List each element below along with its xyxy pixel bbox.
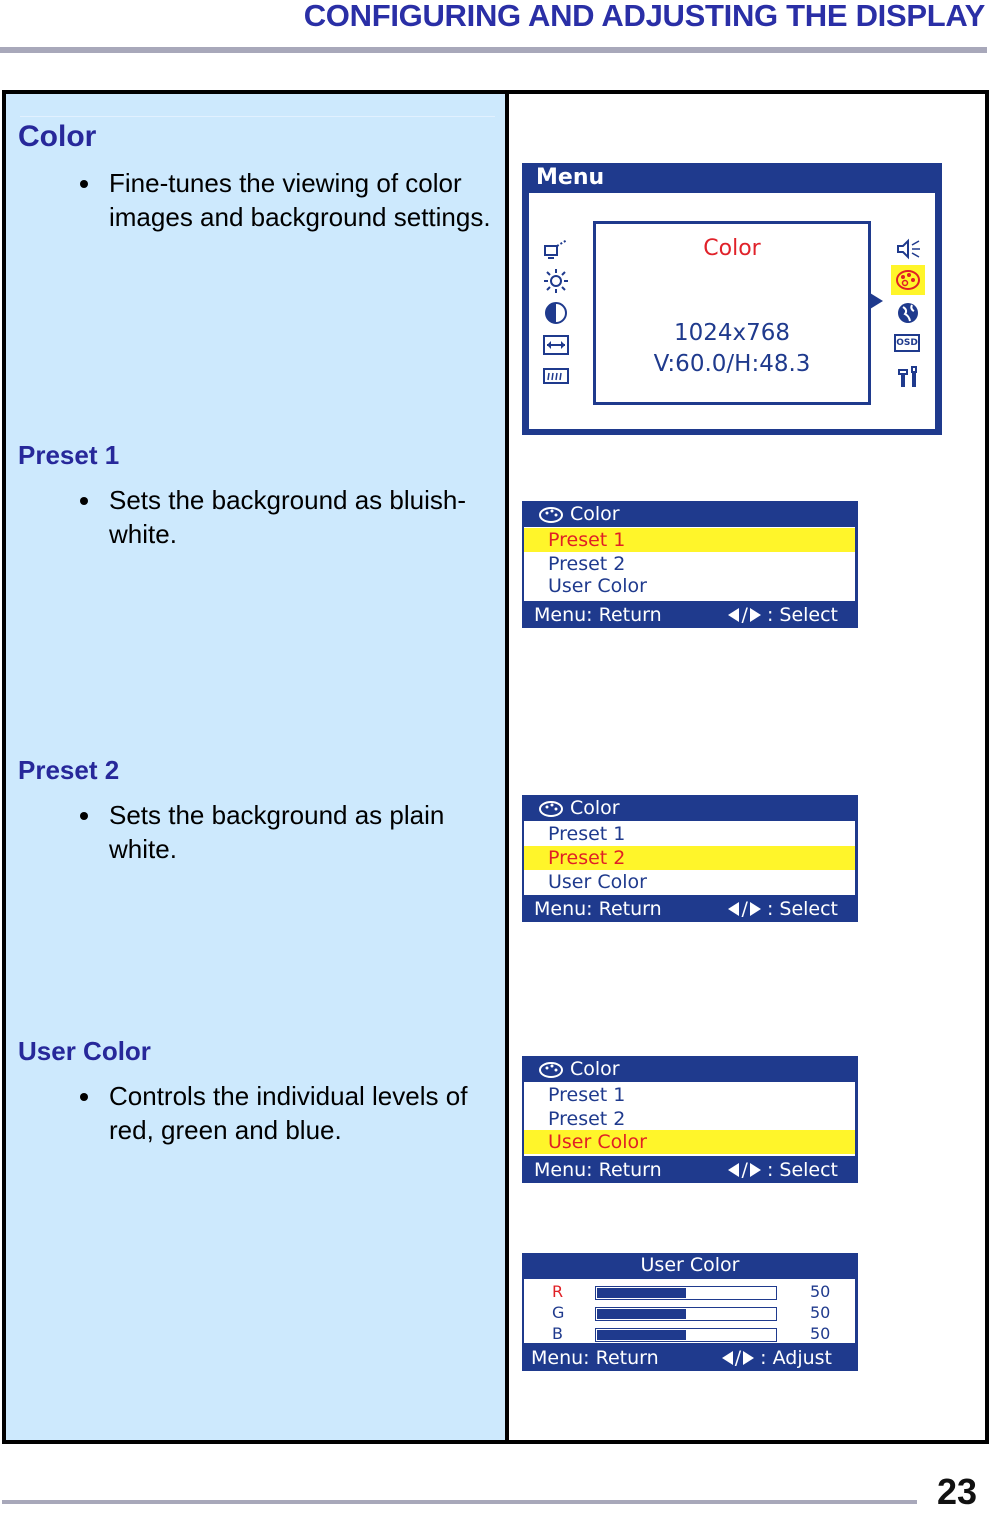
slider-label: B [552,1324,563,1343]
slider-fill [597,1288,686,1298]
page-number: 23 [936,1471,977,1512]
slider-track[interactable] [595,1286,777,1300]
bullet-icon [80,180,88,188]
header-rule [0,47,987,53]
color-palette-icon[interactable] [895,268,921,292]
audio-icon[interactable] [895,237,921,261]
submenu-options [524,1082,855,1156]
slider-green[interactable] [524,1303,855,1324]
slider-red[interactable] [524,1282,855,1303]
section-preset-1 [18,440,493,551]
menu-return-hint: Menu: Return [531,1347,659,1369]
language-icon[interactable] [895,301,921,325]
bullet-item [18,1079,493,1147]
section-user-color [18,1036,493,1147]
menu-title: Menu [536,165,605,190]
menu-return-hint: Menu: Return [534,1159,662,1181]
submenu-title: Color [570,797,620,819]
slider-fill [597,1309,686,1319]
option-preset-1[interactable]: Preset 1 [548,823,626,845]
menu-preview-screen [593,221,871,405]
option-preset-2[interactable]: Preset 2 [524,846,855,870]
user-color-footer [522,1344,858,1371]
section-title: User Color [18,1036,151,1066]
color-palette-icon [538,506,564,524]
footer-rule [2,1500,917,1504]
bullet-text: Sets the background as bluish-white. [109,485,466,549]
submenu-title: Color [570,1058,620,1080]
left-arrow-icon [728,608,739,622]
menu-return-hint: Menu: Return [534,604,662,626]
frequency-readout: V:60.0/H:48.3 [653,351,811,377]
menu-return-hint: Menu: Return [534,898,662,920]
bullet-text: Sets the background as plain white. [109,800,445,864]
adjust-hint-text: : Adjust [760,1347,832,1369]
right-arrow-icon [750,1163,761,1177]
select-hint: / : Select [728,1159,838,1181]
slider-blue[interactable] [524,1324,855,1345]
user-color-sliders [524,1279,855,1343]
option-preset-1[interactable]: Preset 1 [548,1084,626,1106]
option-user-color[interactable]: User Color [548,575,647,597]
slider-label: R [552,1282,564,1301]
submenu-options [524,527,855,601]
option-user-color[interactable]: User Color [548,871,647,893]
right-arrow-icon [750,608,761,622]
menu-body [527,191,937,431]
bullet-icon [80,1093,88,1101]
option-preset-1[interactable]: Preset 1 [524,528,855,552]
option-preset-2[interactable]: Preset 2 [548,1108,626,1130]
content-table [2,90,989,1444]
section-title: Preset 1 [18,440,120,470]
select-hint-text: : Select [766,604,838,626]
submenu-options [524,821,855,895]
bullet-item [18,166,493,234]
input-icon[interactable] [543,237,569,261]
osd-color-submenu [522,795,858,922]
tools-icon[interactable] [895,364,921,388]
user-color-title: User Color [640,1254,740,1276]
left-arrow-icon [728,902,739,916]
slider-value: 50 [810,1282,831,1301]
osd-color-submenu [522,501,858,628]
left-arrow-icon [722,1351,733,1365]
column-divider [20,116,495,117]
osd-user-color-menu [522,1253,858,1371]
select-hint-text: : Select [766,1159,838,1181]
selected-item-label: Color [703,236,761,261]
bullet-icon [80,812,88,820]
slider-track[interactable] [595,1307,777,1321]
slider-value: 50 [810,1303,831,1322]
color-palette-icon [538,1061,564,1079]
description-column [6,94,509,1440]
clock-icon[interactable] [543,364,569,388]
osd-color-submenu [522,1056,858,1183]
option-user-color[interactable]: User Color [524,1130,855,1154]
resolution-readout: 1024x768 [673,320,791,346]
bullet-text: Fine-tunes the viewing of color images and background settings. [109,168,491,232]
slider-value: 50 [810,1324,831,1343]
screenshot-column [509,94,985,1440]
bullet-item [18,483,493,551]
slider-fill [597,1330,686,1340]
option-preset-2[interactable]: Preset 2 [548,553,626,575]
selection-arrow-icon [870,293,883,309]
submenu-footer [522,601,858,628]
section-title: Color [18,120,97,153]
bullet-item [18,798,493,866]
section-preset-2 [18,755,493,866]
submenu-footer [522,895,858,922]
right-arrow-icon [750,902,761,916]
left-arrow-icon [728,1163,739,1177]
position-icon[interactable] [543,333,569,357]
submenu-title: Color [570,503,620,525]
osd-main-menu [522,163,942,435]
bullet-icon [80,497,88,505]
page-title: CONFIGURING AND ADJUSTING THE DISPLAY [303,0,985,33]
select-hint: / : Select [728,898,838,920]
right-arrow-icon [743,1351,754,1365]
select-hint: / : Select [728,604,838,626]
contrast-icon[interactable] [543,301,569,325]
section-color [18,120,493,234]
section-title: Preset 2 [18,755,120,785]
adjust-hint: / : Adjust [722,1347,832,1369]
submenu-footer [522,1156,858,1183]
bullet-text: Controls the individual levels of red, green and blue. [109,1081,468,1145]
select-hint-text: : Select [766,898,838,920]
osd-icon[interactable]: OSD [894,334,920,352]
color-palette-icon [538,800,564,818]
slider-label: G [552,1303,565,1322]
brightness-icon[interactable] [543,269,569,293]
slider-track[interactable] [595,1328,777,1342]
